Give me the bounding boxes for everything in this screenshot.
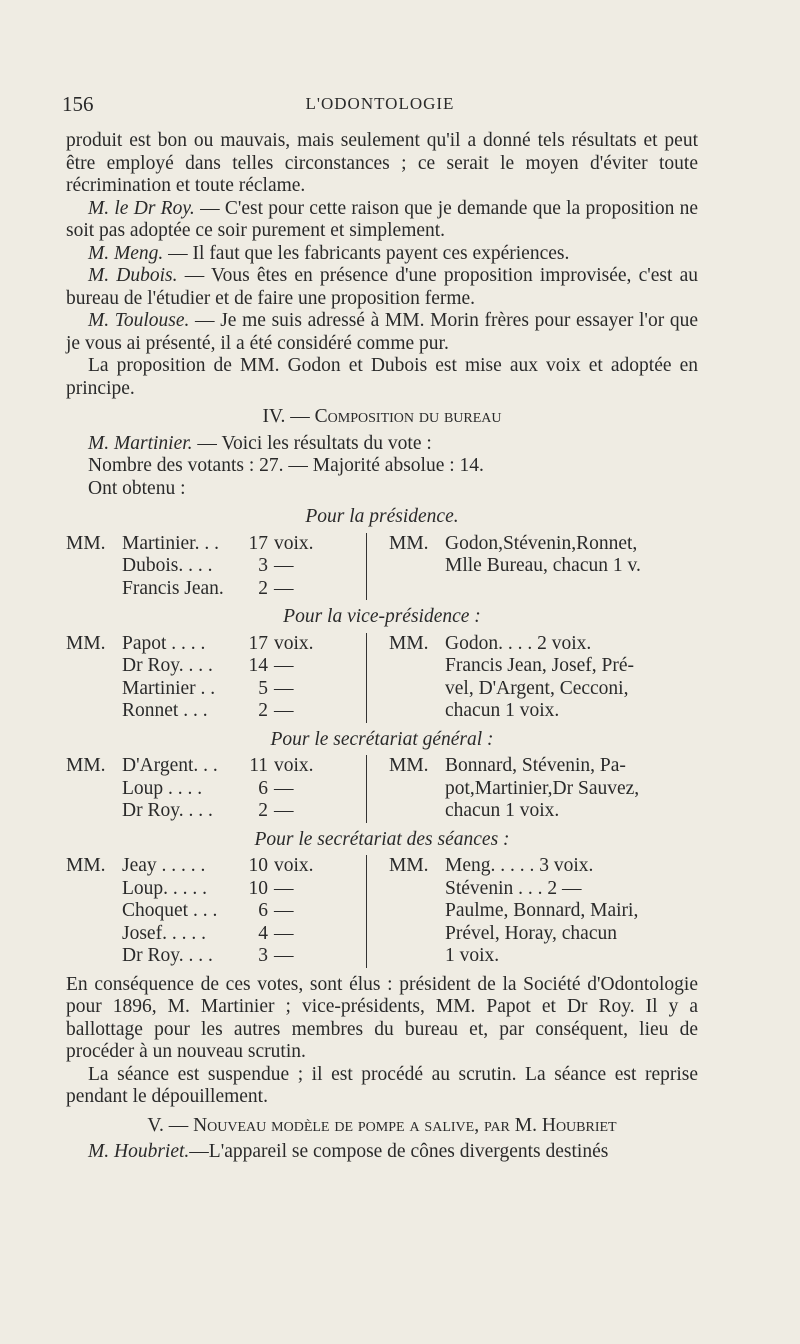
vote-table bbox=[66, 755, 698, 823]
vote-unit: — bbox=[274, 900, 367, 923]
vote-count: 17 bbox=[248, 532, 268, 554]
left-mm bbox=[66, 778, 122, 801]
candidate-name: D'Argent. . . bbox=[122, 755, 218, 776]
page-number: 156 bbox=[62, 92, 94, 116]
other-candidates: pot,Martinier,Dr Sauvez, bbox=[445, 777, 640, 799]
right-mm: MM. bbox=[389, 632, 429, 654]
right-mm bbox=[367, 800, 446, 823]
vote-count: 14 bbox=[248, 655, 268, 676]
speaker: M. Meng. bbox=[88, 242, 164, 264]
speaker: M. Dubois. bbox=[88, 265, 178, 286]
paragraph bbox=[66, 130, 698, 198]
paragraph-text: produit est bon ou mauvais, mais seulement qu'il a donné tels résultats et peut être employé dans telles circonstances ; ce serait le moyen d'éviter toute récrimination et toute réclame. bbox=[66, 130, 698, 196]
closing-paragraph: La séance est suspendue ; il est procédé au scrutin. La séance est reprise pendant le dépouillement. bbox=[66, 1063, 698, 1107]
vote-heading: Pour le secrétariat des séances : bbox=[254, 828, 510, 850]
vote-row bbox=[66, 855, 698, 878]
vote-row bbox=[66, 878, 698, 901]
right-mm bbox=[367, 655, 446, 678]
candidate-name: Papot . . . . bbox=[122, 632, 206, 654]
candidate-name: Dubois. . . . bbox=[122, 555, 213, 576]
right-mm bbox=[367, 945, 446, 968]
right-mm: MM. bbox=[389, 755, 429, 776]
vote-count: 10 bbox=[248, 855, 268, 876]
left-mm: MM. bbox=[66, 855, 106, 876]
paragraph bbox=[66, 265, 698, 310]
vote-heading: Pour le secrétariat général : bbox=[270, 728, 494, 750]
vote-unit: — bbox=[274, 700, 367, 723]
left-mm bbox=[66, 800, 122, 823]
vote-heading: Pour la vice-présidence : bbox=[283, 606, 481, 627]
vote-results bbox=[66, 506, 698, 968]
vote-unit: — bbox=[274, 578, 367, 601]
vote-table bbox=[66, 633, 698, 723]
vote-unit: — bbox=[274, 945, 367, 968]
vote-unit: — bbox=[274, 555, 367, 578]
vote-row bbox=[66, 800, 698, 823]
candidate-name: Francis Jean. bbox=[122, 577, 224, 599]
vote-count: 6 bbox=[258, 900, 268, 921]
paragraph bbox=[66, 355, 698, 400]
other-candidates: Godon,Stévenin,Ronnet, bbox=[445, 532, 638, 554]
right-mm: MM. bbox=[389, 855, 429, 876]
right-mm bbox=[367, 878, 446, 901]
paragraph-text: — Vous êtes en présence d'une proposition improvisée, c'est au bureau de l'étudier et de faire une proposition ferme. bbox=[66, 265, 698, 309]
vote-unit: — bbox=[274, 923, 367, 946]
vote-table bbox=[66, 533, 698, 601]
left-mm bbox=[66, 900, 122, 923]
vote-count: 3 bbox=[258, 555, 268, 576]
section-v-body: —L'appareil se compose de cônes divergents destinés bbox=[189, 1141, 609, 1162]
right-mm bbox=[367, 778, 446, 801]
discussion-paragraphs bbox=[66, 130, 698, 400]
speaker: M. le Dr Roy. bbox=[88, 197, 195, 219]
other-candidates: Paulme, Bonnard, Mairi, bbox=[445, 900, 639, 921]
vote-count: 11 bbox=[249, 755, 268, 776]
right-mm bbox=[367, 578, 446, 601]
vote-row bbox=[66, 678, 698, 701]
right-mm bbox=[367, 678, 446, 701]
candidate-name: Choquet . . . bbox=[122, 900, 218, 921]
candidate-name: Jeay . . . . . bbox=[122, 855, 206, 876]
left-mm bbox=[66, 678, 122, 701]
vote-count: 4 bbox=[258, 922, 268, 944]
speaker: M. Toulouse. bbox=[88, 310, 190, 331]
vote-row bbox=[66, 923, 698, 946]
vote-row bbox=[66, 533, 698, 556]
left-mm bbox=[66, 700, 122, 723]
vote-count: 17 bbox=[248, 632, 268, 654]
section-iv-title: IV. — Composition du bureau bbox=[262, 406, 502, 427]
paragraph-text: La proposition de MM. Godon et Dubois est mise aux voix et adoptée en principe. bbox=[66, 355, 698, 399]
vote-row bbox=[66, 900, 698, 923]
left-mm: MM. bbox=[66, 632, 106, 654]
left-mm bbox=[66, 655, 122, 678]
vote-row bbox=[66, 578, 698, 601]
vote-row bbox=[66, 655, 698, 678]
right-mm bbox=[367, 700, 446, 723]
left-mm bbox=[66, 578, 122, 601]
right-mm bbox=[367, 923, 446, 946]
vote-count: 2 bbox=[258, 700, 268, 721]
vote-row bbox=[66, 700, 698, 723]
candidate-name: Martinier. . . bbox=[122, 532, 219, 554]
vote-unit: voix. bbox=[274, 755, 367, 778]
speaker: M. Martinier. bbox=[88, 432, 193, 454]
closing-paragraph: En conséquence de ces votes, sont élus : président de la Société d'Odontologie pour 1896, M. Martinier ; vice-présidents, MM. Papot et Dr Roy. Il y a ballottage pour les autres membres du bureau et, par conséquent, lieu de procéder à un nouveau scrutin. bbox=[66, 973, 698, 1062]
other-candidates: Godon. . . . 2 voix. bbox=[445, 632, 592, 654]
right-mm: MM. bbox=[389, 532, 429, 554]
page-header bbox=[62, 92, 698, 122]
other-candidates: vel, D'Argent, Cecconi, bbox=[445, 677, 629, 699]
section-v-title: V. — Nouveau modèle de pompe a salive, par M. Houbriet bbox=[147, 1114, 617, 1136]
paragraph-text: — Il faut que les fabricants payent ces expériences. bbox=[163, 242, 570, 264]
vote-row bbox=[66, 633, 698, 656]
page-body bbox=[66, 130, 698, 1164]
paragraph bbox=[66, 198, 698, 243]
paragraph bbox=[66, 310, 698, 355]
vote-count: 10 bbox=[248, 877, 268, 899]
section-iv-intro bbox=[66, 433, 698, 456]
vote-unit: voix. bbox=[274, 855, 367, 878]
obtained-line: Ont obtenu : bbox=[88, 477, 186, 499]
other-candidates: chacun 1 voix. bbox=[445, 800, 560, 821]
other-candidates bbox=[445, 578, 698, 601]
vote-count: 5 bbox=[258, 677, 268, 699]
candidate-name: Josef. . . . . bbox=[122, 922, 206, 944]
left-mm: MM. bbox=[66, 532, 106, 554]
left-mm bbox=[66, 878, 122, 901]
paragraph-text: — C'est pour cette raison que je demande que la proposition ne soit pas adoptée ce soir purement et simplement. bbox=[66, 197, 698, 241]
vote-row bbox=[66, 755, 698, 778]
running-title: L'ODONTOLOGIE bbox=[305, 94, 455, 113]
paragraph bbox=[66, 243, 698, 266]
vote-table bbox=[66, 855, 698, 968]
left-mm: MM. bbox=[66, 755, 106, 776]
vote-count: 2 bbox=[258, 800, 268, 821]
right-mm bbox=[367, 555, 446, 578]
vote-count: 3 bbox=[258, 945, 268, 966]
vote-count-line: Nombre des votants : 27. — Majorité absolue : 14. bbox=[88, 455, 484, 476]
candidate-name: Loup . . . . bbox=[122, 777, 203, 799]
candidate-name: Dr Roy. . . . bbox=[122, 655, 213, 676]
vote-unit: — bbox=[274, 800, 367, 823]
vote-unit: — bbox=[274, 878, 367, 901]
paragraph-text: — Je me suis adressé à MM. Morin frères pour essayer l'or que je vous ai présenté, il a été considéré comme pur. bbox=[66, 310, 698, 354]
other-candidates: Meng. . . . . 3 voix. bbox=[445, 855, 594, 876]
vote-unit: voix. bbox=[274, 533, 367, 556]
vote-row bbox=[66, 555, 698, 578]
intro-text: — Voici les résultats du vote : bbox=[192, 432, 432, 454]
right-mm bbox=[367, 900, 446, 923]
candidate-name: Martinier . . bbox=[122, 677, 216, 699]
candidate-name: Loup. . . . . bbox=[122, 877, 208, 899]
other-candidates: Prével, Horay, chacun bbox=[445, 922, 617, 944]
candidate-name: Ronnet . . . bbox=[122, 700, 208, 721]
other-candidates: chacun 1 voix. bbox=[445, 700, 560, 721]
vote-unit: — bbox=[274, 678, 367, 701]
left-mm bbox=[66, 555, 122, 578]
left-mm bbox=[66, 923, 122, 946]
speaker: M. Houbriet. bbox=[88, 1141, 190, 1162]
vote-unit: — bbox=[274, 778, 367, 801]
vote-heading: Pour la présidence. bbox=[305, 506, 459, 527]
vote-unit: — bbox=[274, 655, 367, 678]
other-candidates: Bonnard, Stévenin, Pa- bbox=[445, 755, 626, 776]
left-mm bbox=[66, 945, 122, 968]
vote-count: 2 bbox=[258, 577, 268, 599]
other-candidates: Mlle Bureau, chacun 1 v. bbox=[445, 555, 641, 576]
closing-paragraphs bbox=[66, 974, 698, 1109]
candidate-name: Dr Roy. . . . bbox=[122, 945, 213, 966]
other-candidates: Stévenin . . . 2 — bbox=[445, 877, 582, 899]
other-candidates: Francis Jean, Josef, Pré- bbox=[445, 655, 634, 676]
candidate-name: Dr Roy. . . . bbox=[122, 800, 213, 821]
vote-count: 6 bbox=[258, 777, 268, 799]
vote-row bbox=[66, 945, 698, 968]
section-v-text bbox=[66, 1141, 698, 1164]
vote-unit: voix. bbox=[274, 633, 367, 656]
vote-row bbox=[66, 778, 698, 801]
other-candidates: 1 voix. bbox=[445, 945, 500, 966]
